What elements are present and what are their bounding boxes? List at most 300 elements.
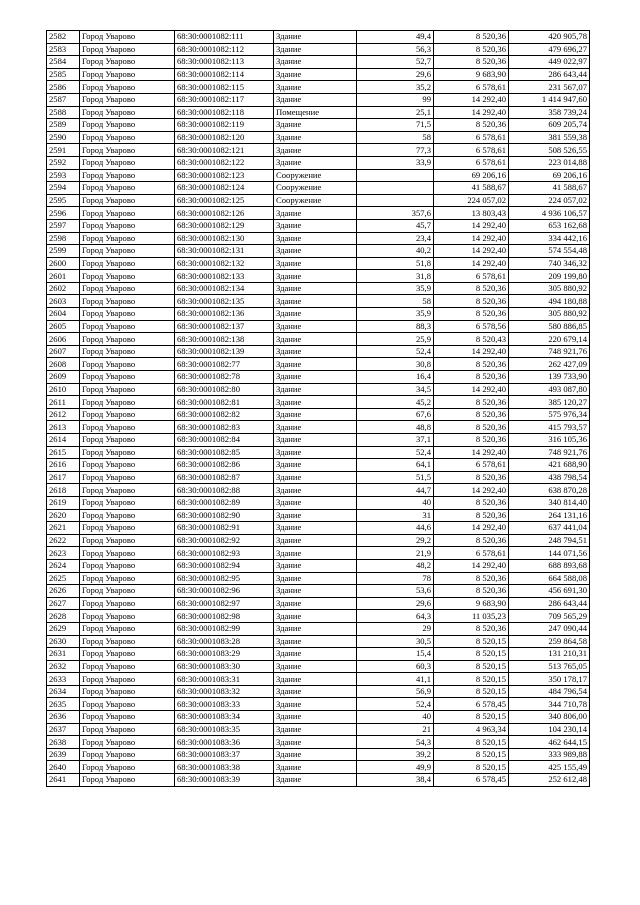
- row-number-cell: 2629: [47, 622, 80, 635]
- object-type-cell: Здание: [274, 484, 357, 497]
- table-row: [47, 31, 590, 44]
- cadastral-number-cell: 68:30:0001082:132: [175, 257, 274, 270]
- specific-value-cell: 9 683,90: [434, 597, 509, 610]
- area-cell: 40: [357, 711, 434, 724]
- row-number-cell: 2628: [47, 610, 80, 623]
- area-cell: 33,9: [357, 156, 434, 169]
- area-cell: 49,9: [357, 761, 434, 774]
- specific-value-cell: 8 520,43: [434, 333, 509, 346]
- object-type-cell: Здание: [274, 31, 357, 44]
- cadastral-value-cell: 479 696,27: [509, 43, 590, 56]
- row-number-cell: 2634: [47, 685, 80, 698]
- cadastral-value-cell: 449 022,97: [509, 56, 590, 69]
- locality-cell: Город Уварово: [80, 245, 175, 258]
- object-type-cell: Здание: [274, 257, 357, 270]
- cadastral-value-cell: 381 559,38: [509, 131, 590, 144]
- cadastral-value-cell: 638 870,28: [509, 484, 590, 497]
- area-cell: 56,9: [357, 685, 434, 698]
- cadastral-value-cell: 358 739,24: [509, 106, 590, 119]
- cadastral-number-cell: 68:30:0001083:31: [175, 673, 274, 686]
- row-number-cell: 2584: [47, 56, 80, 69]
- cadastral-number-cell: 68:30:0001082:134: [175, 282, 274, 295]
- table-row: [47, 648, 590, 661]
- cadastral-value-cell: 494 180,88: [509, 295, 590, 308]
- locality-cell: Город Уварово: [80, 622, 175, 635]
- table-row: [47, 345, 590, 358]
- specific-value-cell: 6 578,61: [434, 81, 509, 94]
- specific-value-cell: 8 520,36: [434, 295, 509, 308]
- specific-value-cell: 8 520,36: [434, 371, 509, 384]
- specific-value-cell: 14 292,40: [434, 522, 509, 535]
- object-type-cell: Здание: [274, 446, 357, 459]
- specific-value-cell: 8 520,36: [434, 358, 509, 371]
- row-number-cell: 2597: [47, 219, 80, 232]
- area-cell: 35,2: [357, 81, 434, 94]
- specific-value-cell: 8 520,36: [434, 56, 509, 69]
- cadastral-value-cell: 139 733,90: [509, 371, 590, 384]
- object-type-cell: Здание: [274, 547, 357, 560]
- table-row: [47, 698, 590, 711]
- cadastral-value-cell: 262 427,09: [509, 358, 590, 371]
- table-row: [47, 547, 590, 560]
- cadastral-value-cell: 220 679,14: [509, 333, 590, 346]
- table-row: [47, 610, 590, 623]
- specific-value-cell: 8 520,36: [434, 534, 509, 547]
- cadastral-value-cell: 333 989,88: [509, 748, 590, 761]
- cadastral-value-cell: 305 880,92: [509, 308, 590, 321]
- specific-value-cell: 14 292,40: [434, 257, 509, 270]
- table-row: [47, 68, 590, 81]
- cadastral-value-cell: 421 688,90: [509, 459, 590, 472]
- table-row: [47, 572, 590, 585]
- object-type-cell: Здание: [274, 660, 357, 673]
- cadastral-value-cell: 574 554,48: [509, 245, 590, 258]
- locality-cell: Город Уварово: [80, 194, 175, 207]
- cadastral-value-cell: 415 793,57: [509, 421, 590, 434]
- locality-cell: Город Уварово: [80, 345, 175, 358]
- cadastral-value-cell: 247 090,44: [509, 622, 590, 635]
- object-type-cell: Здание: [274, 371, 357, 384]
- object-type-cell: Здание: [274, 534, 357, 547]
- area-cell: 77,3: [357, 144, 434, 157]
- cadastral-value-cell: 748 921,76: [509, 345, 590, 358]
- specific-value-cell: 6 578,61: [434, 459, 509, 472]
- object-type-cell: Здание: [274, 673, 357, 686]
- table-row: [47, 43, 590, 56]
- cadastral-number-cell: 68:30:0001082:125: [175, 194, 274, 207]
- area-cell: 29,2: [357, 534, 434, 547]
- object-type-cell: Здание: [274, 345, 357, 358]
- area-cell: 16,4: [357, 371, 434, 384]
- cadastral-number-cell: 68:30:0001082:118: [175, 106, 274, 119]
- area-cell: 56,3: [357, 43, 434, 56]
- locality-cell: Город Уварово: [80, 736, 175, 749]
- specific-value-cell: 8 520,36: [434, 282, 509, 295]
- object-type-cell: Здание: [274, 358, 357, 371]
- cadastral-number-cell: 68:30:0001082:84: [175, 434, 274, 447]
- locality-cell: Город Уварово: [80, 257, 175, 270]
- cadastral-value-cell: 688 893,68: [509, 559, 590, 572]
- specific-value-cell: 8 520,36: [434, 471, 509, 484]
- object-type-cell: Здание: [274, 635, 357, 648]
- specific-value-cell: 14 292,40: [434, 219, 509, 232]
- specific-value-cell: 6 578,45: [434, 774, 509, 787]
- specific-value-cell: 8 520,36: [434, 622, 509, 635]
- area-cell: 58: [357, 131, 434, 144]
- table-row: [47, 169, 590, 182]
- cadastral-number-cell: 68:30:0001082:95: [175, 572, 274, 585]
- cadastral-number-cell: 68:30:0001083:30: [175, 660, 274, 673]
- area-cell: 67,6: [357, 408, 434, 421]
- specific-value-cell: 8 520,36: [434, 43, 509, 56]
- cadastral-number-cell: 68:30:0001082:124: [175, 182, 274, 195]
- property-table: [46, 30, 590, 787]
- locality-cell: Город Уварово: [80, 282, 175, 295]
- area-cell: 44,6: [357, 522, 434, 535]
- row-number-cell: 2616: [47, 459, 80, 472]
- locality-cell: Город Уварово: [80, 547, 175, 560]
- cadastral-value-cell: 456 691,30: [509, 585, 590, 598]
- cadastral-number-cell: 68:30:0001082:88: [175, 484, 274, 497]
- table-row: [47, 509, 590, 522]
- cadastral-value-cell: 575 976,34: [509, 408, 590, 421]
- table-row: [47, 446, 590, 459]
- locality-cell: Город Уварово: [80, 219, 175, 232]
- row-number-cell: 2632: [47, 660, 80, 673]
- cadastral-number-cell: 68:30:0001082:138: [175, 333, 274, 346]
- object-type-cell: Здание: [274, 295, 357, 308]
- object-type-cell: Здание: [274, 585, 357, 598]
- cadastral-number-cell: 68:30:0001082:121: [175, 144, 274, 157]
- row-number-cell: 2638: [47, 736, 80, 749]
- cadastral-value-cell: 4 936 106,57: [509, 207, 590, 220]
- area-cell: 52,4: [357, 345, 434, 358]
- object-type-cell: Здание: [274, 270, 357, 283]
- object-type-cell: Здание: [274, 774, 357, 787]
- specific-value-cell: 14 292,40: [434, 245, 509, 258]
- row-number-cell: 2606: [47, 333, 80, 346]
- row-number-cell: 2631: [47, 648, 80, 661]
- object-type-cell: Здание: [274, 610, 357, 623]
- table-row: [47, 711, 590, 724]
- locality-cell: Город Уварово: [80, 597, 175, 610]
- area-cell: 51,5: [357, 471, 434, 484]
- object-type-cell: Здание: [274, 156, 357, 169]
- object-type-cell: Здание: [274, 282, 357, 295]
- specific-value-cell: 6 578,61: [434, 270, 509, 283]
- object-type-cell: Сооружение: [274, 194, 357, 207]
- locality-cell: Город Уварово: [80, 56, 175, 69]
- table-row: [47, 434, 590, 447]
- specific-value-cell: 8 520,36: [434, 119, 509, 132]
- object-type-cell: Помещение: [274, 106, 357, 119]
- locality-cell: Город Уварово: [80, 320, 175, 333]
- cadastral-number-cell: 68:30:0001082:139: [175, 345, 274, 358]
- table-row: [47, 597, 590, 610]
- object-type-cell: Здание: [274, 81, 357, 94]
- cadastral-number-cell: 68:30:0001083:33: [175, 698, 274, 711]
- area-cell: 60,3: [357, 660, 434, 673]
- locality-cell: Город Уварово: [80, 119, 175, 132]
- area-cell: 37,1: [357, 434, 434, 447]
- table-row: [47, 774, 590, 787]
- object-type-cell: Здание: [274, 711, 357, 724]
- area-cell: 40: [357, 496, 434, 509]
- locality-cell: Город Уварово: [80, 270, 175, 283]
- row-number-cell: 2614: [47, 434, 80, 447]
- specific-value-cell: 8 520,36: [434, 509, 509, 522]
- cadastral-value-cell: 493 087,80: [509, 383, 590, 396]
- cadastral-value-cell: 1 414 947,60: [509, 93, 590, 106]
- cadastral-number-cell: 68:30:0001082:91: [175, 522, 274, 535]
- table-row: [47, 723, 590, 736]
- area-cell: 58: [357, 295, 434, 308]
- row-number-cell: 2639: [47, 748, 80, 761]
- specific-value-cell: 8 520,36: [434, 421, 509, 434]
- locality-cell: Город Уварово: [80, 333, 175, 346]
- cadastral-value-cell: 637 441,04: [509, 522, 590, 535]
- table-row: [47, 396, 590, 409]
- locality-cell: Город Уварово: [80, 308, 175, 321]
- cadastral-value-cell: 69 206,16: [509, 169, 590, 182]
- area-cell: 38,4: [357, 774, 434, 787]
- cadastral-number-cell: 68:30:0001082:97: [175, 597, 274, 610]
- area-cell: 49,4: [357, 31, 434, 44]
- cadastral-number-cell: 68:30:0001082:90: [175, 509, 274, 522]
- object-type-cell: Здание: [274, 383, 357, 396]
- area-cell: 30,8: [357, 358, 434, 371]
- specific-value-cell: 14 292,40: [434, 383, 509, 396]
- cadastral-value-cell: 462 644,15: [509, 736, 590, 749]
- table-row: [47, 156, 590, 169]
- locality-cell: Город Уварово: [80, 459, 175, 472]
- specific-value-cell: 8 520,36: [434, 585, 509, 598]
- locality-cell: Город Уварово: [80, 748, 175, 761]
- table-row: [47, 408, 590, 421]
- cadastral-number-cell: 68:30:0001082:80: [175, 383, 274, 396]
- row-number-cell: 2612: [47, 408, 80, 421]
- cadastral-value-cell: 104 230,14: [509, 723, 590, 736]
- area-cell: 88,3: [357, 320, 434, 333]
- cadastral-value-cell: 425 155,49: [509, 761, 590, 774]
- cadastral-value-cell: 41 588,67: [509, 182, 590, 195]
- cadastral-number-cell: 68:30:0001082:92: [175, 534, 274, 547]
- locality-cell: Город Уварово: [80, 93, 175, 106]
- row-number-cell: 2625: [47, 572, 80, 585]
- area-cell: 357,6: [357, 207, 434, 220]
- cadastral-value-cell: 748 921,76: [509, 446, 590, 459]
- cadastral-number-cell: 68:30:0001082:112: [175, 43, 274, 56]
- object-type-cell: Здание: [274, 698, 357, 711]
- row-number-cell: 2590: [47, 131, 80, 144]
- object-type-cell: Здание: [274, 685, 357, 698]
- row-number-cell: 2641: [47, 774, 80, 787]
- area-cell: [357, 194, 434, 207]
- area-cell: 35,9: [357, 282, 434, 295]
- table-row: [47, 56, 590, 69]
- table-row: [47, 673, 590, 686]
- specific-value-cell: 14 292,40: [434, 232, 509, 245]
- cadastral-number-cell: 68:30:0001082:119: [175, 119, 274, 132]
- locality-cell: Город Уварово: [80, 496, 175, 509]
- locality-cell: Город Уварово: [80, 434, 175, 447]
- cadastral-value-cell: 508 526,55: [509, 144, 590, 157]
- object-type-cell: Сооружение: [274, 182, 357, 195]
- area-cell: 54,3: [357, 736, 434, 749]
- row-number-cell: 2622: [47, 534, 80, 547]
- specific-value-cell: 14 292,40: [434, 484, 509, 497]
- object-type-cell: Здание: [274, 144, 357, 157]
- area-cell: 44,7: [357, 484, 434, 497]
- row-number-cell: 2602: [47, 282, 80, 295]
- specific-value-cell: 41 588,67: [434, 182, 509, 195]
- object-type-cell: Здание: [274, 68, 357, 81]
- specific-value-cell: 13 803,43: [434, 207, 509, 220]
- specific-value-cell: 6 578,61: [434, 547, 509, 560]
- object-type-cell: Здание: [274, 245, 357, 258]
- object-type-cell: Здание: [274, 559, 357, 572]
- cadastral-number-cell: 68:30:0001082:78: [175, 371, 274, 384]
- locality-cell: Город Уварово: [80, 106, 175, 119]
- row-number-cell: 2585: [47, 68, 80, 81]
- row-number-cell: 2587: [47, 93, 80, 106]
- object-type-cell: Здание: [274, 572, 357, 585]
- table-row: [47, 484, 590, 497]
- area-cell: 52,4: [357, 698, 434, 711]
- locality-cell: Город Уварово: [80, 169, 175, 182]
- cadastral-value-cell: 740 346,32: [509, 257, 590, 270]
- cadastral-number-cell: 68:30:0001082:81: [175, 396, 274, 409]
- specific-value-cell: 6 578,56: [434, 320, 509, 333]
- cadastral-number-cell: 68:30:0001083:34: [175, 711, 274, 724]
- cadastral-number-cell: 68:30:0001082:114: [175, 68, 274, 81]
- cadastral-value-cell: 653 162,68: [509, 219, 590, 232]
- row-number-cell: 2591: [47, 144, 80, 157]
- table-row: [47, 308, 590, 321]
- area-cell: 41,1: [357, 673, 434, 686]
- row-number-cell: 2608: [47, 358, 80, 371]
- specific-value-cell: 6 578,61: [434, 131, 509, 144]
- locality-cell: Город Уварово: [80, 610, 175, 623]
- row-number-cell: 2640: [47, 761, 80, 774]
- cadastral-number-cell: 68:30:0001082:136: [175, 308, 274, 321]
- locality-cell: Город Уварово: [80, 509, 175, 522]
- specific-value-cell: 14 292,40: [434, 446, 509, 459]
- object-type-cell: Здание: [274, 622, 357, 635]
- object-type-cell: Здание: [274, 207, 357, 220]
- cadastral-number-cell: 68:30:0001082:86: [175, 459, 274, 472]
- specific-value-cell: 8 520,36: [434, 572, 509, 585]
- object-type-cell: Сооружение: [274, 169, 357, 182]
- table-row: [47, 371, 590, 384]
- table-row: [47, 383, 590, 396]
- area-cell: 52,7: [357, 56, 434, 69]
- area-cell: 40,2: [357, 245, 434, 258]
- table-row: [47, 559, 590, 572]
- object-type-cell: Здание: [274, 459, 357, 472]
- cadastral-value-cell: 344 710,78: [509, 698, 590, 711]
- table-row: [47, 93, 590, 106]
- table-row: [47, 282, 590, 295]
- object-type-cell: Здание: [274, 723, 357, 736]
- row-number-cell: 2601: [47, 270, 80, 283]
- locality-cell: Город Уварово: [80, 232, 175, 245]
- specific-value-cell: 8 520,36: [434, 496, 509, 509]
- row-number-cell: 2636: [47, 711, 80, 724]
- locality-cell: Город Уварово: [80, 471, 175, 484]
- table-row: [47, 257, 590, 270]
- row-number-cell: 2600: [47, 257, 80, 270]
- table-row: [47, 232, 590, 245]
- cadastral-number-cell: 68:30:0001082:98: [175, 610, 274, 623]
- row-number-cell: 2588: [47, 106, 80, 119]
- table-row: [47, 333, 590, 346]
- cadastral-value-cell: 709 565,29: [509, 610, 590, 623]
- cadastral-number-cell: 68:30:0001082:135: [175, 295, 274, 308]
- cadastral-value-cell: 609 205,74: [509, 119, 590, 132]
- row-number-cell: 2592: [47, 156, 80, 169]
- row-number-cell: 2637: [47, 723, 80, 736]
- area-cell: 39,2: [357, 748, 434, 761]
- object-type-cell: Здание: [274, 648, 357, 661]
- row-number-cell: 2624: [47, 559, 80, 572]
- specific-value-cell: 8 520,15: [434, 761, 509, 774]
- locality-cell: Город Уварово: [80, 774, 175, 787]
- object-type-cell: Здание: [274, 421, 357, 434]
- specific-value-cell: 8 520,36: [434, 308, 509, 321]
- row-number-cell: 2593: [47, 169, 80, 182]
- row-number-cell: 2603: [47, 295, 80, 308]
- cadastral-number-cell: 68:30:0001083:36: [175, 736, 274, 749]
- cadastral-number-cell: 68:30:0001082:133: [175, 270, 274, 283]
- object-type-cell: Здание: [274, 320, 357, 333]
- area-cell: 23,4: [357, 232, 434, 245]
- object-type-cell: Здание: [274, 509, 357, 522]
- cadastral-value-cell: 224 057,02: [509, 194, 590, 207]
- locality-cell: Город Уварово: [80, 522, 175, 535]
- cadastral-number-cell: 68:30:0001082:122: [175, 156, 274, 169]
- specific-value-cell: 8 520,15: [434, 711, 509, 724]
- area-cell: 21: [357, 723, 434, 736]
- cadastral-number-cell: 68:30:0001082:77: [175, 358, 274, 371]
- area-cell: 25,9: [357, 333, 434, 346]
- cadastral-number-cell: 68:30:0001082:94: [175, 559, 274, 572]
- cadastral-number-cell: 68:30:0001082:129: [175, 219, 274, 232]
- row-number-cell: 2607: [47, 345, 80, 358]
- cadastral-number-cell: 68:30:0001082:130: [175, 232, 274, 245]
- locality-cell: Город Уварово: [80, 207, 175, 220]
- specific-value-cell: 8 520,15: [434, 648, 509, 661]
- cadastral-number-cell: 68:30:0001083:28: [175, 635, 274, 648]
- cadastral-value-cell: 286 643,44: [509, 68, 590, 81]
- table-row: [47, 622, 590, 635]
- specific-value-cell: 8 520,36: [434, 31, 509, 44]
- cadastral-number-cell: 68:30:0001082:123: [175, 169, 274, 182]
- specific-value-cell: 69 206,16: [434, 169, 509, 182]
- specific-value-cell: 9 683,90: [434, 68, 509, 81]
- table-row: [47, 207, 590, 220]
- cadastral-number-cell: 68:30:0001083:37: [175, 748, 274, 761]
- row-number-cell: 2586: [47, 81, 80, 94]
- locality-cell: Город Уварово: [80, 144, 175, 157]
- cadastral-number-cell: 68:30:0001082:89: [175, 496, 274, 509]
- row-number-cell: 2582: [47, 31, 80, 44]
- area-cell: 15,4: [357, 648, 434, 661]
- area-cell: 34,5: [357, 383, 434, 396]
- cadastral-number-cell: 68:30:0001082:120: [175, 131, 274, 144]
- object-type-cell: Здание: [274, 93, 357, 106]
- table-row: [47, 219, 590, 232]
